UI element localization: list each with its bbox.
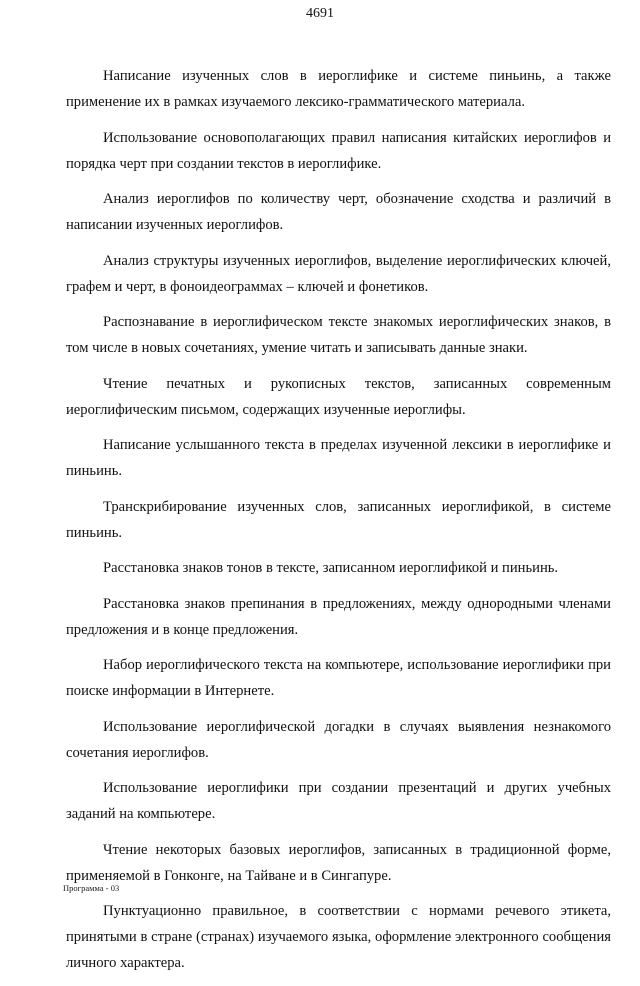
document-body [66, 63, 611, 986]
paragraph: Анализ структуры изученных иероглифов, выделение иероглифических ключей, графем и черт, в фоноидеограммах – ключей и фонетиков. [66, 252, 611, 295]
paragraph: Распознавание в иероглифическом тексте знакомых иероглифических знаков, в том числе в новых сочетаниях, умение читать и записывать данные знаки. [66, 314, 611, 356]
paragraph: Расстановка знаков тонов в тексте, записанном иероглификой и пиньинь. [103, 560, 559, 576]
paragraph: Чтение печатных и рукописных текстов, записанных современным иероглифическим письмом, содержащих изученные иероглифы. [66, 375, 611, 418]
footer-program-label: Программа - 03 [63, 883, 120, 893]
paragraph: Использование иероглифики при создании презентаций и других учебных заданий на компьютере. [66, 780, 611, 822]
paragraph: Использование иероглифической догадки в случаях выявления незнакомого сочетания иероглифов. [66, 718, 611, 761]
paragraph: Написание услышанного текста в пределах изученной лексики в иероглифике и пиньинь. [66, 437, 611, 479]
paragraph: Транскрибирование изученных слов, записанных иероглификой, в системе пиньинь. [66, 498, 611, 541]
paragraph: Использование основополагающих правил написания китайских иероглифов и порядка черт при создании текстов в иероглифике. [66, 129, 611, 172]
paragraph: Пунктуационно правильное, в соответствии с нормами речевого этикета, принятыми в стране (странах) изучаемого языка, оформление электронного сообщения личного характера. [66, 903, 611, 971]
paragraph: Чтение некоторых базовых иероглифов, записанных в традиционной форме, применяемой в Гонконге, на Тайване и в Сингапуре. [66, 841, 611, 884]
page-number: 4691 [306, 6, 334, 21]
paragraph: Написание изученных слов в иероглифике и системе пиньинь, а также применение их в рамках изучаемого лексико-грамматического материала. [66, 68, 611, 110]
paragraph: Расстановка знаков препинания в предложениях, между однородными членами предложения и в конце предложения. [66, 595, 611, 638]
paragraph: Набор иероглифического текста на компьютере, использование иероглифики при поиске информации в Интернете. [66, 657, 611, 699]
paragraph: Анализ иероглифов по количеству черт, обозначение сходства и различий в написании изученных иероглифов. [66, 191, 611, 233]
